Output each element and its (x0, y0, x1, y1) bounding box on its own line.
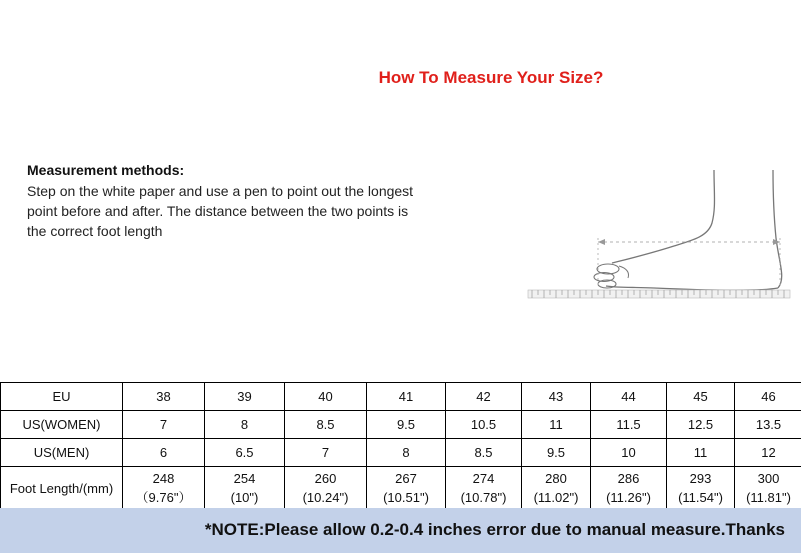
length-cell (285, 467, 367, 510)
table-cell: 42 (446, 383, 522, 411)
row-label-foot-length: Foot Length/(mm) (1, 467, 123, 510)
length-inches: (10.78") (460, 490, 507, 505)
table-row (1, 439, 801, 467)
length-mm: 280 (545, 471, 567, 486)
length-cell (522, 467, 591, 510)
methods-heading: Measurement methods: (27, 162, 185, 178)
length-cell (735, 467, 801, 510)
table-row (1, 467, 801, 510)
table-cell: 13.5 (735, 411, 801, 439)
table-cell: 6.5 (205, 439, 285, 467)
table-row (1, 411, 801, 439)
table-cell: 11 (522, 411, 591, 439)
table-cell: 7 (123, 411, 205, 439)
methods-line: Step on the white paper and use a pen to point out the longest (27, 183, 414, 199)
foot-measurement-illustration (524, 168, 801, 308)
measurement-methods (27, 162, 467, 241)
row-label-us-women: US(WOMEN) (1, 411, 123, 439)
methods-line: the correct foot length (27, 223, 163, 239)
length-mm: 274 (472, 471, 495, 486)
length-inches: (11.26") (606, 490, 651, 505)
length-mm: 260 (314, 471, 337, 486)
note-text: *NOTE:Please allow 0.2-0.4 inches error due to manual measure.Thanks (204, 520, 785, 539)
table-cell: 38 (123, 383, 205, 411)
table-cell: 8.5 (446, 439, 522, 467)
table-cell: 10 (591, 439, 667, 467)
length-cell (367, 467, 446, 510)
length-cell (591, 467, 667, 510)
length-inches: (11.81") (746, 490, 791, 505)
length-mm: 254 (233, 471, 256, 486)
note-banner (0, 508, 801, 553)
length-mm: 300 (757, 471, 780, 486)
length-inches: (10") (230, 490, 259, 505)
table-cell: 8.5 (285, 411, 367, 439)
table-cell: 10.5 (446, 411, 522, 439)
table-cell: 9.5 (367, 411, 446, 439)
table-cell: 12 (735, 439, 801, 467)
length-mm: 293 (689, 471, 712, 486)
table-cell: 39 (205, 383, 285, 411)
table-cell: 11 (667, 439, 735, 467)
length-inches: （9.76"） (135, 490, 192, 505)
table-cell: 40 (285, 383, 367, 411)
length-cell (667, 467, 735, 510)
table-cell: 43 (522, 383, 591, 411)
length-mm: 267 (395, 471, 417, 486)
length-inches: (11.02") (533, 490, 579, 505)
length-inches: (11.54") (678, 490, 723, 505)
length-cell (123, 467, 205, 510)
length-cell (205, 467, 285, 510)
table-cell: 8 (205, 411, 285, 439)
methods-body (27, 181, 467, 241)
length-mm: 286 (617, 471, 640, 486)
table-cell: 45 (667, 383, 735, 411)
table-cell: 8 (367, 439, 446, 467)
table-row (1, 383, 801, 411)
length-inches: (10.51") (383, 490, 429, 505)
row-label-eu: EU (1, 383, 123, 411)
table-cell: 7 (285, 439, 367, 467)
table-cell: 46 (735, 383, 801, 411)
table-cell: 6 (123, 439, 205, 467)
table-cell: 12.5 (667, 411, 735, 439)
length-mm: 248 (152, 471, 175, 486)
table-cell: 44 (591, 383, 667, 411)
size-chart-table (0, 382, 801, 510)
methods-line: point before and after. The distance between the two points is (27, 203, 409, 219)
row-label-us-men: US(MEN) (1, 439, 123, 467)
table-cell: 41 (367, 383, 446, 411)
table-cell: 11.5 (591, 411, 667, 439)
table-cell: 9.5 (522, 439, 591, 467)
length-cell (446, 467, 522, 510)
length-inches: (10.24") (302, 490, 349, 505)
page-title: How To Measure Your Size? (378, 68, 604, 87)
